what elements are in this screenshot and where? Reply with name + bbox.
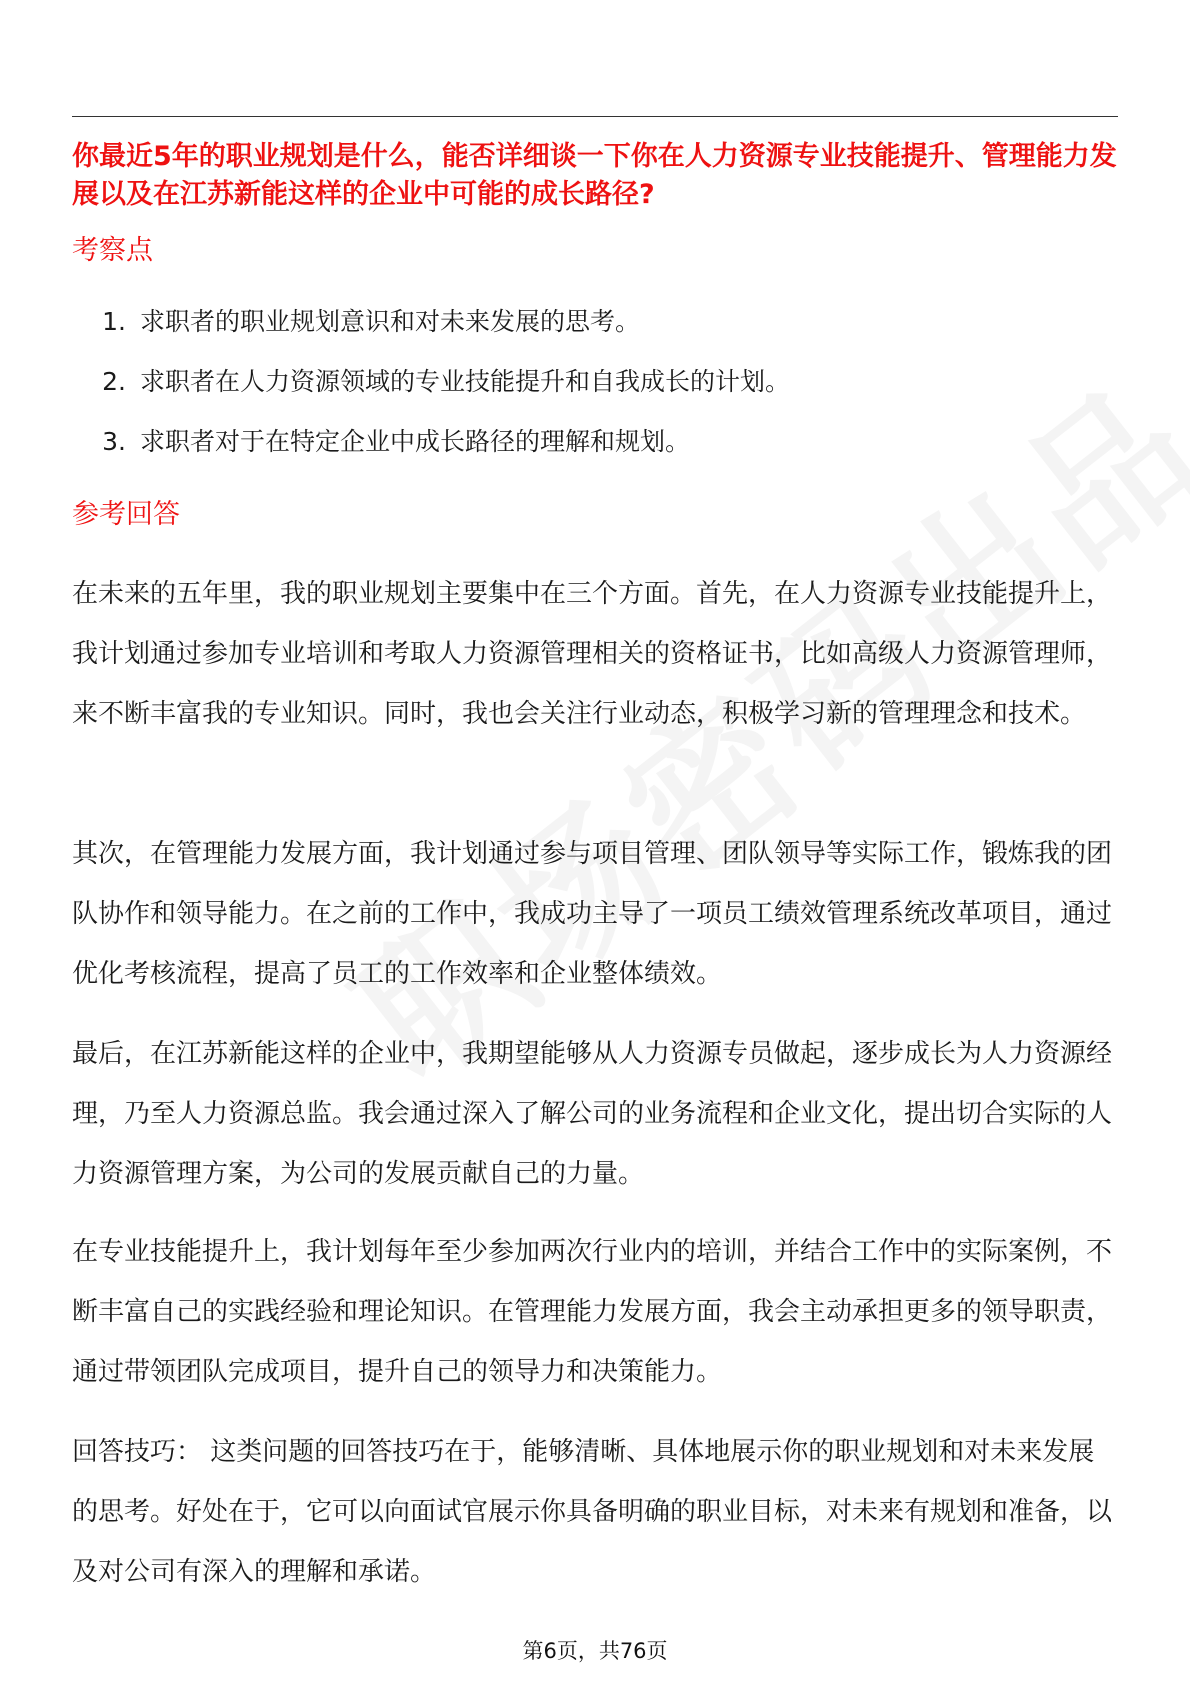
list-number: 2. bbox=[102, 367, 126, 396]
points-list bbox=[72, 304, 1112, 484]
watermark bbox=[305, 387, 1156, 1122]
answer-paragraph: 最后，在江苏新能这样的企业中，我期望能够从人力资源专员做起，逐步成长为人力资源经理，乃至人力资源总监。我会通过深入了解公司的业务流程和企业文化，提出切合实际的人力资源管理方案，为公司的发展贡献自己的力量。 bbox=[72, 1039, 1113, 1189]
list-item-text: 求职者对于在特定企业中成长路径的理解和规划。 bbox=[140, 427, 691, 456]
list-item bbox=[72, 364, 1112, 424]
list-item-text: 求职者的职业规划意识和对未来发展的思考。 bbox=[140, 307, 641, 336]
list-item bbox=[72, 304, 1112, 364]
list-number: 3. bbox=[102, 427, 126, 456]
page-number: 第6页，共76页 bbox=[522, 1639, 668, 1663]
list-item-text: 求职者在人力资源领域的专业技能提升和自我成长的计划。 bbox=[140, 367, 791, 396]
answer-paragraph: 其次，在管理能力发展方面，我计划通过参与项目管理、团队领导等实际工作，锻炼我的团队协作和领导能力。在之前的工作中，我成功主导了一项员工绩效管理系统改革项目，通过优化考核流程，提高了员工的工作效率和企业整体绩效。 bbox=[72, 839, 1113, 989]
answer-tips-paragraph: 回答技巧： 这类问题的回答技巧在于，能够清晰、具体地展示你的职业规划和对未来发展的思考。好处在于，它可以向面试官展示你具备明确的职业目标，对未来有规划和准备，以及对公司有深入的理解和承诺。 bbox=[72, 1437, 1113, 1587]
list-item bbox=[72, 424, 1112, 484]
question-title: 你最近5年的职业规划是什么，能否详细谈一下你在人力资源专业技能提升、管理能力发展以及在江苏新能这样的企业中可能的成长路径? bbox=[72, 141, 1117, 210]
points-heading: 考察点 bbox=[72, 235, 153, 266]
answer-paragraph: 在未来的五年里，我的职业规划主要集中在三个方面。首先，在人力资源专业技能提升上，我计划通过参加专业培训和考取人力资源管理相关的资格证书，比如高级人力资源管理师，来不断丰富我的专业知识。同时，我也会关注行业动态，积极学习新的管理理念和技术。 bbox=[72, 579, 1113, 729]
answer-paragraph: 在专业技能提升上，我计划每年至少参加两次行业内的培训，并结合工作中的实际案例，不断丰富自己的实践经验和理论知识。在管理能力发展方面，我会主动承担更多的领导职责，通过带领团队完成项目，提升自己的领导力和决策能力。 bbox=[72, 1237, 1113, 1387]
top-divider bbox=[72, 116, 1118, 117]
list-number: 1. bbox=[102, 307, 126, 336]
answer-heading: 参考回答 bbox=[72, 499, 180, 530]
